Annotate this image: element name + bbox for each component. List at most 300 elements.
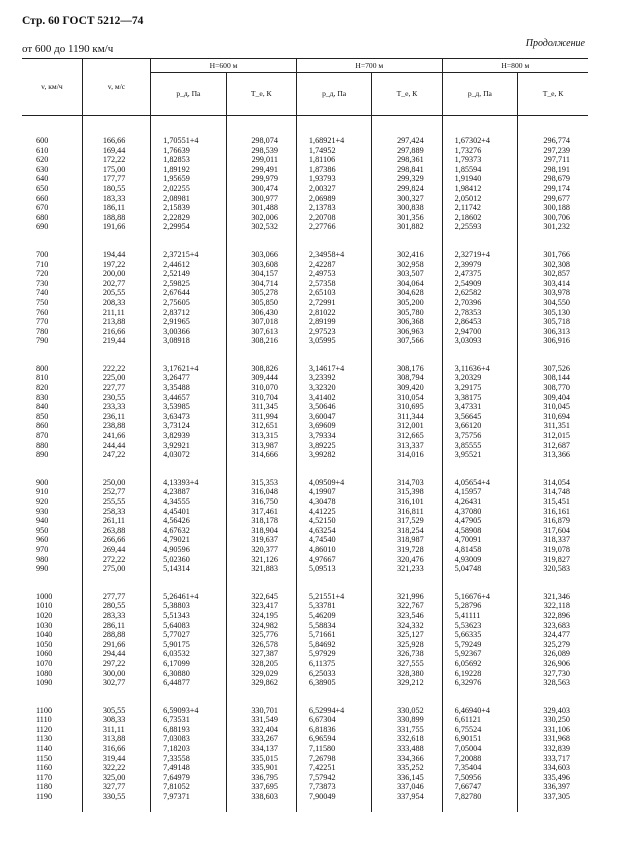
cell-temp-h800: 309,404 [518, 393, 588, 403]
cell-speed-kmh: 660 [36, 193, 49, 203]
cell-pressure-h700: 6,81836 [296, 725, 371, 735]
cell-pressure-h800: 6,46940+4 [442, 706, 517, 716]
cell-pressure-h700: 4,74540 [296, 535, 371, 545]
cell-pressure-h800: 2,94700 [442, 327, 517, 337]
cell-speed-ms: 166,66 [82, 136, 150, 146]
cell-speed-ms: 313,88 [82, 734, 150, 744]
cell-temp-h800: 313,366 [518, 450, 588, 460]
cell-pressure-h800: 2,32719+4 [442, 250, 517, 260]
cell-pressure-h700: 2,06989 [296, 194, 371, 204]
cell-pressure-h600: 3,44657 [151, 393, 226, 403]
spacer-cell [296, 460, 371, 478]
cell-temp-h600: 328,205 [226, 659, 296, 669]
cell-pressure-h700: 3,50646 [296, 402, 371, 412]
cell-speed-ms: 291,66 [82, 640, 150, 650]
cell-temp-h600: 302,532 [226, 222, 296, 232]
cell-speed-kmh: 1080 [36, 668, 53, 678]
spacer-cell [226, 232, 296, 250]
cell-temp-h800: 321,346 [518, 592, 588, 602]
cell-pressure-h600: 5,38803 [151, 601, 226, 611]
cell-pressure-h800: 4,05654+4 [442, 478, 517, 488]
cell-speed-ms: 233,33 [82, 402, 150, 412]
cell-temp-h700: 300,327 [372, 194, 442, 204]
cell-speed-kmh: 790 [36, 336, 49, 346]
cell-pressure-h800: 1,85594 [442, 165, 517, 175]
cell-pressure-h700: 7,11580 [296, 744, 371, 754]
cell-temp-h800: 331,968 [518, 734, 588, 744]
cell-temp-h600: 321,883 [226, 564, 296, 574]
spacer-cell [151, 346, 226, 364]
cell-pressure-h800: 1,98412 [442, 184, 517, 194]
cell-temp-h800: 316,879 [518, 516, 588, 526]
spacer-cell [151, 232, 226, 250]
spacer-cell [372, 460, 442, 478]
cell-pressure-h700: 4,63254 [296, 526, 371, 536]
cell-temp-h700: 302,416 [372, 250, 442, 260]
cell-pressure-h600: 3,63473 [151, 412, 226, 422]
spacer-cell [372, 232, 442, 250]
spacer-cell [372, 688, 442, 706]
cell-temp-h600: 332,404 [226, 725, 296, 735]
cell-pressure-h700: 3,79334 [296, 431, 371, 441]
cell-pressure-h600: 7,33558 [151, 754, 226, 764]
cell-temp-h700: 297,889 [372, 146, 442, 156]
col-header-temperature: T_e, К [518, 72, 588, 115]
cell-temp-h700: 329,212 [372, 678, 442, 688]
cell-speed-kmh: 1090 [36, 678, 53, 688]
cell-temp-h600: 310,704 [226, 393, 296, 403]
table-row [22, 545, 588, 555]
cell-pressure-h600: 4,79021 [151, 535, 226, 545]
cell-speed-kmh: 640 [36, 174, 49, 184]
cell-temp-h800: 297,711 [518, 155, 588, 165]
cell-pressure-h800: 4,70091 [442, 535, 517, 545]
spacer-cell [296, 232, 371, 250]
cell-pressure-h800: 2,54909 [442, 279, 517, 289]
cell-pressure-h700: 4,19907 [296, 487, 371, 497]
group-header-h800: H=800 м [442, 59, 588, 73]
cell-temp-h700: 304,628 [372, 288, 442, 298]
table-row [22, 792, 588, 802]
cell-temp-h700: 312,665 [372, 431, 442, 441]
cell-temp-h700: 307,566 [372, 336, 442, 346]
cell-speed-ms: 186,11 [82, 203, 150, 213]
cell-speed-kmh: 1180 [36, 782, 53, 792]
cell-temp-h600: 305,850 [226, 298, 296, 308]
table-row [22, 336, 588, 346]
cell-temp-h700: 319,728 [372, 545, 442, 555]
spacer-cell [226, 116, 296, 137]
cell-pressure-h800: 7,82780 [442, 792, 517, 802]
cell-speed-kmh: 970 [36, 544, 49, 554]
cell-pressure-h700: 2,00327 [296, 184, 371, 194]
cell-speed-kmh: 960 [36, 535, 49, 545]
cell-pressure-h800: 7,20088 [442, 754, 517, 764]
cell-temp-h600: 319,637 [226, 535, 296, 545]
cell-speed-kmh: 840 [36, 402, 49, 412]
cell-speed-ms: 269,44 [82, 545, 150, 555]
cell-pressure-h600: 1,89192 [151, 165, 226, 175]
spacer-cell [518, 802, 588, 812]
spacer-cell [296, 116, 371, 137]
cell-speed-kmh: 700 [36, 249, 49, 259]
table-row [22, 393, 588, 403]
cell-pressure-h800: 3,38175 [442, 393, 517, 403]
cell-pressure-h700: 5,97929 [296, 649, 371, 659]
table-row [22, 725, 588, 735]
cell-pressure-h700: 3,69609 [296, 421, 371, 431]
cell-temp-h800: 299,174 [518, 184, 588, 194]
cell-temp-h800: 317,604 [518, 526, 588, 536]
cell-temp-h600: 311,994 [226, 412, 296, 422]
table-row [22, 421, 588, 431]
cell-temp-h800: 325,279 [518, 640, 588, 650]
cell-temp-h700: 334,366 [372, 754, 442, 764]
cell-temp-h600: 304,157 [226, 269, 296, 279]
cell-speed-ms: 244,44 [82, 441, 150, 451]
cell-pressure-h800: 3,75756 [442, 431, 517, 441]
table-row [22, 640, 588, 650]
cell-pressure-h600: 3,73124 [151, 421, 226, 431]
cell-pressure-h600: 5,51343 [151, 611, 226, 621]
cell-speed-kmh: 1130 [36, 734, 53, 744]
cell-temp-h600: 330,701 [226, 706, 296, 716]
cell-speed-kmh: 810 [36, 373, 49, 383]
cell-pressure-h700: 1,87386 [296, 165, 371, 175]
cell-pressure-h600: 2,67644 [151, 288, 226, 298]
cell-pressure-h600: 3,82939 [151, 431, 226, 441]
cell-pressure-h800: 7,50956 [442, 773, 517, 783]
cell-pressure-h800: 7,05004 [442, 744, 517, 754]
cell-pressure-h800: 5,66335 [442, 630, 517, 640]
cell-speed-kmh: 890 [36, 450, 49, 460]
cell-speed-kmh: 940 [36, 516, 49, 526]
table-row [22, 630, 588, 640]
cell-temp-h700: 318,254 [372, 526, 442, 536]
cell-temp-h700: 333,488 [372, 744, 442, 754]
cell-pressure-h600: 4,56426 [151, 516, 226, 526]
cell-temp-h800: 298,191 [518, 165, 588, 175]
cell-temp-h700: 337,954 [372, 792, 442, 802]
cell-pressure-h700: 3,89225 [296, 441, 371, 451]
cell-temp-h700: 301,882 [372, 222, 442, 232]
table-body [22, 116, 588, 812]
cell-temp-h700: 302,958 [372, 260, 442, 270]
cell-temp-h700: 324,332 [372, 621, 442, 631]
cell-pressure-h600: 3,08918 [151, 336, 226, 346]
table-row [22, 507, 588, 517]
cell-temp-h800: 310,045 [518, 402, 588, 412]
cell-speed-ms: 227,77 [82, 383, 150, 393]
table-row [22, 734, 588, 744]
table-row [22, 564, 588, 574]
spacer-cell [82, 346, 150, 364]
group-spacer [22, 116, 588, 137]
spacer-cell [151, 688, 226, 706]
cell-temp-h800: 324,477 [518, 630, 588, 640]
cell-speed-ms: 322,22 [82, 763, 150, 773]
cell-temp-h800: 308,144 [518, 373, 588, 383]
spacer-cell [22, 116, 82, 137]
cell-pressure-h800: 5,41111 [442, 611, 517, 621]
cell-temp-h600: 327,387 [226, 649, 296, 659]
cell-temp-h600: 300,977 [226, 194, 296, 204]
spacer-cell [518, 346, 588, 364]
cell-temp-h800: 334,603 [518, 763, 588, 773]
cell-temp-h800: 333,717 [518, 754, 588, 764]
cell-speed-ms: 200,00 [82, 269, 150, 279]
cell-pressure-h800: 2,70396 [442, 298, 517, 308]
cell-pressure-h700: 2,27766 [296, 222, 371, 232]
cell-temp-h600: 331,549 [226, 715, 296, 725]
cell-temp-h800: 337,305 [518, 792, 588, 802]
cell-pressure-h800: 5,04748 [442, 564, 517, 574]
cell-speed-kmh: 820 [36, 383, 49, 393]
cell-temp-h600: 305,278 [226, 288, 296, 298]
cell-speed-kmh: 610 [36, 145, 49, 155]
cell-temp-h700: 330,052 [372, 706, 442, 716]
cell-temp-h600: 329,862 [226, 678, 296, 688]
table-row [22, 402, 588, 412]
cell-temp-h700: 298,361 [372, 155, 442, 165]
cell-pressure-h800: 2,39979 [442, 260, 517, 270]
cell-speed-kmh: 930 [36, 506, 49, 516]
cell-speed-ms: 286,11 [82, 621, 150, 631]
cell-pressure-h600: 6,59093+4 [151, 706, 226, 716]
cell-pressure-h700: 6,38905 [296, 678, 371, 688]
group-spacer [22, 802, 588, 812]
cell-pressure-h600: 2,59825 [151, 279, 226, 289]
cell-speed-kmh: 850 [36, 411, 49, 421]
spacer-cell [296, 346, 371, 364]
cell-temp-h800: 300,188 [518, 203, 588, 213]
spacer-cell [82, 574, 150, 592]
cell-speed-kmh: 710 [36, 259, 49, 269]
table-row [22, 317, 588, 327]
cell-temp-h700: 298,841 [372, 165, 442, 175]
cell-speed-kmh: 1010 [36, 601, 53, 611]
cell-temp-h600: 302,006 [226, 213, 296, 223]
cell-speed-ms: 219,44 [82, 336, 150, 346]
cell-pressure-h800: 3,95521 [442, 450, 517, 460]
cell-speed-ms: 241,66 [82, 431, 150, 441]
cell-pressure-h800: 3,47331 [442, 402, 517, 412]
cell-temp-h600: 335,015 [226, 754, 296, 764]
data-table [22, 58, 588, 812]
table-row [22, 649, 588, 659]
cell-temp-h600: 300,474 [226, 184, 296, 194]
cell-speed-ms: 255,55 [82, 497, 150, 507]
cell-temp-h700: 325,127 [372, 630, 442, 640]
cell-pressure-h800: 4,15957 [442, 487, 517, 497]
cell-pressure-h600: 7,18203 [151, 744, 226, 754]
cell-temp-h600: 337,695 [226, 782, 296, 792]
cell-pressure-h700: 2,49753 [296, 269, 371, 279]
cell-pressure-h600: 2,83712 [151, 308, 226, 318]
cell-pressure-h600: 6,88193 [151, 725, 226, 735]
cell-temp-h600: 313,987 [226, 441, 296, 451]
cell-temp-h800: 311,351 [518, 421, 588, 431]
cell-pressure-h600: 3,26477 [151, 373, 226, 383]
cell-pressure-h600: 3,17621+4 [151, 364, 226, 374]
cell-pressure-h600: 3,53985 [151, 402, 226, 412]
cell-pressure-h700: 3,23392 [296, 373, 371, 383]
cell-speed-kmh: 1030 [36, 620, 53, 630]
cell-temp-h600: 309,444 [226, 373, 296, 383]
cell-pressure-h800: 5,16676+4 [442, 592, 517, 602]
cell-speed-ms: 277,77 [82, 592, 150, 602]
cell-pressure-h800: 5,53623 [442, 621, 517, 631]
spacer-cell [151, 574, 226, 592]
cell-temp-h700: 325,928 [372, 640, 442, 650]
table-row [22, 174, 588, 184]
cell-pressure-h700: 1,93793 [296, 174, 371, 184]
cell-temp-h700: 301,356 [372, 213, 442, 223]
cell-temp-h600: 307,018 [226, 317, 296, 327]
cell-pressure-h600: 4,34555 [151, 497, 226, 507]
cell-speed-kmh: 1160 [36, 763, 53, 773]
cell-speed-kmh: 620 [36, 155, 49, 165]
cell-temp-h700: 317,529 [372, 516, 442, 526]
cell-pressure-h700: 2,65103 [296, 288, 371, 298]
cell-temp-h800: 306,916 [518, 336, 588, 346]
cell-speed-kmh: 1050 [36, 639, 53, 649]
cell-temp-h800: 314,748 [518, 487, 588, 497]
cell-temp-h700: 303,507 [372, 269, 442, 279]
cell-temp-h700: 321,996 [372, 592, 442, 602]
cell-speed-ms: 275,00 [82, 564, 150, 574]
cell-speed-ms: 311,11 [82, 725, 150, 735]
cell-temp-h600: 317,461 [226, 507, 296, 517]
cell-speed-ms: 266,66 [82, 535, 150, 545]
table-row [22, 659, 588, 669]
cell-temp-h600: 301,488 [226, 203, 296, 213]
cell-temp-h600: 320,377 [226, 545, 296, 555]
cell-pressure-h700: 2,81022 [296, 308, 371, 318]
table-row [22, 450, 588, 460]
cell-pressure-h800: 2,47375 [442, 269, 517, 279]
cell-pressure-h700: 5,46209 [296, 611, 371, 621]
spacer-cell [151, 460, 226, 478]
cell-speed-ms: 280,55 [82, 601, 150, 611]
cell-pressure-h800: 1,67302+4 [442, 136, 517, 146]
cell-temp-h700: 327,555 [372, 659, 442, 669]
cell-speed-ms: 261,11 [82, 516, 150, 526]
cell-pressure-h800: 3,11636+4 [442, 364, 517, 374]
cell-temp-h700: 312,001 [372, 421, 442, 431]
cell-temp-h600: 316,750 [226, 497, 296, 507]
spacer-cell [151, 116, 226, 137]
cell-speed-ms: 263,88 [82, 526, 150, 536]
cell-pressure-h700: 6,67304 [296, 715, 371, 725]
spacer-cell [442, 802, 517, 812]
cell-temp-h600: 336,795 [226, 773, 296, 783]
cell-speed-ms: 216,66 [82, 327, 150, 337]
table-row [22, 194, 588, 204]
spacer-cell [226, 346, 296, 364]
cell-pressure-h700: 5,33781 [296, 601, 371, 611]
table-row [22, 146, 588, 156]
cell-pressure-h600: 2,22829 [151, 213, 226, 223]
cell-pressure-h600: 2,91965 [151, 317, 226, 327]
cell-speed-kmh: 1170 [36, 772, 53, 782]
cell-speed-ms: 172,22 [82, 155, 150, 165]
cell-temp-h800: 299,677 [518, 194, 588, 204]
cell-temp-h800: 314,054 [518, 478, 588, 488]
cell-temp-h700: 297,424 [372, 136, 442, 146]
cell-pressure-h700: 3,60047 [296, 412, 371, 422]
spacer-cell [22, 802, 82, 812]
cell-speed-ms: 294,44 [82, 649, 150, 659]
spacer-cell [296, 688, 371, 706]
spacer-cell [518, 460, 588, 478]
spacer-cell [442, 688, 517, 706]
cell-temp-h800: 305,130 [518, 308, 588, 318]
cell-speed-ms: 180,55 [82, 184, 150, 194]
cell-temp-h700: 299,824 [372, 184, 442, 194]
cell-temp-h800: 329,403 [518, 706, 588, 716]
cell-pressure-h800: 4,81458 [442, 545, 517, 555]
cell-temp-h600: 303,066 [226, 250, 296, 260]
cell-temp-h600: 318,178 [226, 516, 296, 526]
cell-pressure-h800: 2,18602 [442, 213, 517, 223]
group-spacer [22, 460, 588, 478]
spacer-cell [22, 232, 82, 250]
spacer-cell [226, 460, 296, 478]
cell-pressure-h800: 2,78353 [442, 308, 517, 318]
cell-pressure-h600: 7,81052 [151, 782, 226, 792]
cell-pressure-h800: 4,37080 [442, 507, 517, 517]
table-row [22, 706, 588, 716]
cell-pressure-h600: 4,13393+4 [151, 478, 226, 488]
table-row [22, 487, 588, 497]
table-row [22, 269, 588, 279]
cell-pressure-h800: 3,56645 [442, 412, 517, 422]
cell-temp-h700: 305,200 [372, 298, 442, 308]
cell-speed-kmh: 720 [36, 269, 49, 279]
table-row [22, 373, 588, 383]
cell-pressure-h700: 5,09513 [296, 564, 371, 574]
cell-temp-h800: 332,839 [518, 744, 588, 754]
cell-temp-h600: 311,345 [226, 402, 296, 412]
group-spacer [22, 346, 588, 364]
cell-temp-h800: 326,906 [518, 659, 588, 669]
cell-pressure-h700: 2,89199 [296, 317, 371, 327]
cell-temp-h700: 308,176 [372, 364, 442, 374]
group-spacer [22, 232, 588, 250]
table-row [22, 555, 588, 565]
cell-speed-kmh: 780 [36, 326, 49, 336]
table-row [22, 222, 588, 232]
spacer-cell [22, 688, 82, 706]
cell-speed-ms: 169,44 [82, 146, 150, 156]
cell-pressure-h600: 1,82853 [151, 155, 226, 165]
cell-speed-ms: 308,33 [82, 715, 150, 725]
cell-temp-h600: 299,011 [226, 155, 296, 165]
cell-pressure-h800: 3,85555 [442, 441, 517, 451]
page-header: Стр. 60 ГОСТ 5212—74 [22, 15, 144, 27]
table-row [22, 611, 588, 621]
cell-pressure-h600: 5,90175 [151, 640, 226, 650]
table-row [22, 782, 588, 792]
cell-pressure-h700: 2,72991 [296, 298, 371, 308]
cell-speed-ms: 225,00 [82, 373, 150, 383]
cell-speed-ms: 297,22 [82, 659, 150, 669]
cell-temp-h700: 326,738 [372, 649, 442, 659]
cell-speed-ms: 302,77 [82, 678, 150, 688]
cell-temp-h800: 326,089 [518, 649, 588, 659]
cell-pressure-h700: 3,99282 [296, 450, 371, 460]
